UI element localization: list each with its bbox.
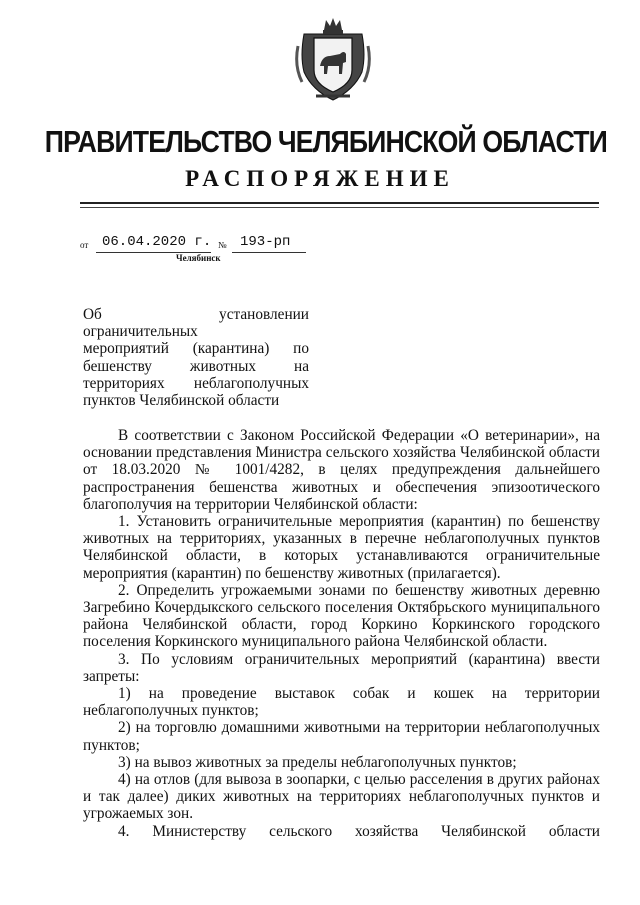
paragraph: 1. Установить ограничительные мероприятия (карантин) по бешенству животных на территориях, указанных в перечне неблагополучных пунктов Челябинской области, в которых устанавливаются ограничительные мероприятия (карантин) по бешенству животных (прилагается).: [83, 513, 600, 582]
document-subject: [83, 306, 309, 409]
header-rule-thin: [80, 207, 599, 208]
paragraph: 4. Министерству сельского хозяйства Челябинской области: [118, 822, 600, 840]
paragraph: 4) на отлов (для вывоза в зоопарки, с целью расселения в других районах и так далее) диких животных на территориях неблагополучных пунктов и угрожаемых зон.: [83, 771, 600, 823]
header-rule: [80, 202, 599, 204]
subject-line: пунктов Челябинской области: [83, 392, 280, 410]
paragraph: 2. Определить угрожаемыми зонами по бешенству животных деревню Загребино Кочердыкского сельского поселения Октябрьского муниципального района Челябинской области, город Коркино Коркинского городского поселения Коркинского муниципального района Челябинской области.: [83, 581, 600, 651]
paragraph: В соответствии с Законом Российской Федерации «О ветеринарии», на основании представления Министра сельского хозяйства Челябинской области от 18.03.2020 № 1001/4282, в целях предупреждения дальнейшего распространения бешенства животных и обеспечения эпизоотического благополучия на территории Челябинской области:: [83, 427, 600, 513]
document-date: 06.04.2020 г.: [102, 234, 212, 250]
paragraph: 2) на торговлю домашними животными на территории неблагополучных пунктов;: [83, 719, 600, 754]
number-prefix: №: [218, 240, 227, 250]
paragraph: 1) на проведение выставок собак и кошек на территории неблагополучных пунктов;: [83, 685, 600, 720]
date-prefix: от: [80, 240, 89, 250]
subject-line: территориях неблагополучных: [83, 374, 309, 392]
number-underline: [232, 252, 306, 253]
paragraph: 3. По условиям ограничительных мероприятий (карантина) ввести запреты:: [83, 650, 600, 685]
city-name: Челябинск: [176, 253, 221, 263]
subject-line: Об установлении ограничительных: [83, 306, 309, 341]
subject-line: бешенству животных на: [83, 357, 309, 375]
government-title: ПРАВИТЕЛЬСТВО ЧЕЛЯБИНСКОЙ ОБЛАСТИ: [44, 124, 607, 159]
subject-line: мероприятий (карантина) по: [83, 340, 309, 358]
document-number: 193-рп: [240, 234, 291, 250]
document-body: [83, 427, 600, 840]
paragraph: 3) на вывоз животных за пределы неблагополучных пунктов;: [118, 753, 517, 771]
document-type: РАСПОРЯЖЕНИЕ: [185, 166, 455, 191]
coat-of-arms-emblem: [294, 16, 372, 102]
